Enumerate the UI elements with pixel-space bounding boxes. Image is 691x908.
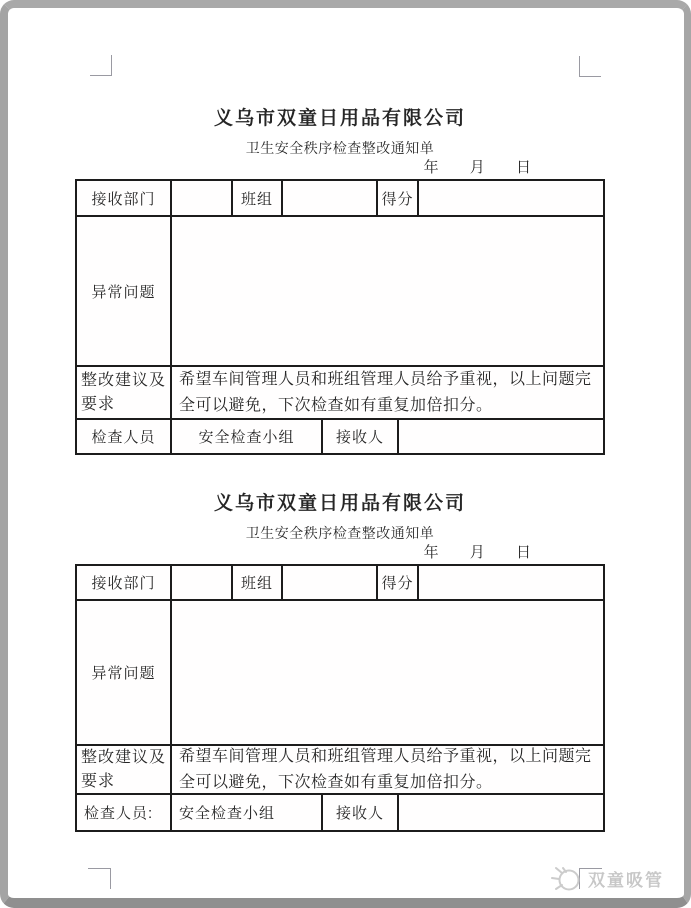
notice-table [75,564,605,832]
score-value [417,566,603,599]
table-row-suggestion [77,744,603,793]
abnormal-issues-label: 异常问题 [91,665,156,682]
abnormal-issues-label: 异常问题 [91,283,156,301]
inspector-label: 检查人员: [84,805,154,822]
table-row-abnormal-issues [77,215,603,365]
crop-mark-top-left-icon [90,55,112,76]
crop-mark-bottom-left-icon [88,868,111,889]
score-value [417,181,603,215]
team-value [281,181,376,215]
date-line [75,543,605,562]
date-day-label: 日 [515,159,531,176]
receiver-label: 接收人 [321,420,397,453]
team-label: 班组 [231,181,281,215]
receiving-dept-value [170,181,231,215]
table-row-abnormal-issues [77,599,603,744]
date-line [75,158,605,177]
abnormal-issues-value [170,217,603,365]
form-title: 卫生安全秩序检查整改通知单 [245,140,435,156]
notice-form-1 [75,106,605,455]
receiving-dept-value [170,566,231,599]
score-label: 得分 [376,181,417,215]
receiver-value [397,795,603,830]
team-value [281,566,376,599]
abnormal-issues-value [170,601,603,744]
brand-watermark-text: 双童吸管 [588,870,664,890]
shuangtong-logo-icon [549,864,583,892]
table-row-header [77,566,603,599]
date-year-label: 年 [423,159,439,176]
table-row-inspector [77,793,603,830]
notice-table [75,179,605,455]
date-day-label: 日 [515,544,531,561]
crop-mark-top-right-icon [579,56,601,77]
receiver-label: 接收人 [321,795,397,830]
receiving-dept-label: 接收部门 [91,190,156,208]
table-row-suggestion [77,365,603,418]
receiving-dept-label: 接收部门 [91,575,156,592]
notice-form-2 [75,491,605,832]
receiver-value [397,420,603,453]
score-label: 得分 [376,566,417,599]
team-label: 班组 [231,566,281,599]
inspector-value: 安全检查小组 [170,420,321,453]
company-title: 义乌市双童日用品有限公司 [213,493,466,514]
table-row-header [77,181,603,215]
date-month-label: 月 [469,544,485,561]
brand-watermark [549,864,664,892]
inspector-value: 安全检查小组 [170,795,321,830]
date-year-label: 年 [423,544,439,561]
company-title: 义乌市双童日用品有限公司 [213,108,466,129]
suggestion-label: 整改建议及要求 [81,371,167,413]
suggestion-text: 希望车间管理人员和班组管理人员给予重视，以上问题完全可以避免，下次检查如有重复加倍扣分。 [170,746,603,793]
form-title: 卫生安全秩序检查整改通知单 [245,525,435,541]
table-row-inspector [77,418,603,453]
suggestion-text: 希望车间管理人员和班组管理人员给予重视，以上问题完全可以避免，下次检查如有重复加倍扣分。 [170,367,603,418]
suggestion-label: 整改建议及要求 [81,748,167,790]
date-month-label: 月 [469,159,485,176]
inspector-label: 检查人员 [91,429,156,446]
